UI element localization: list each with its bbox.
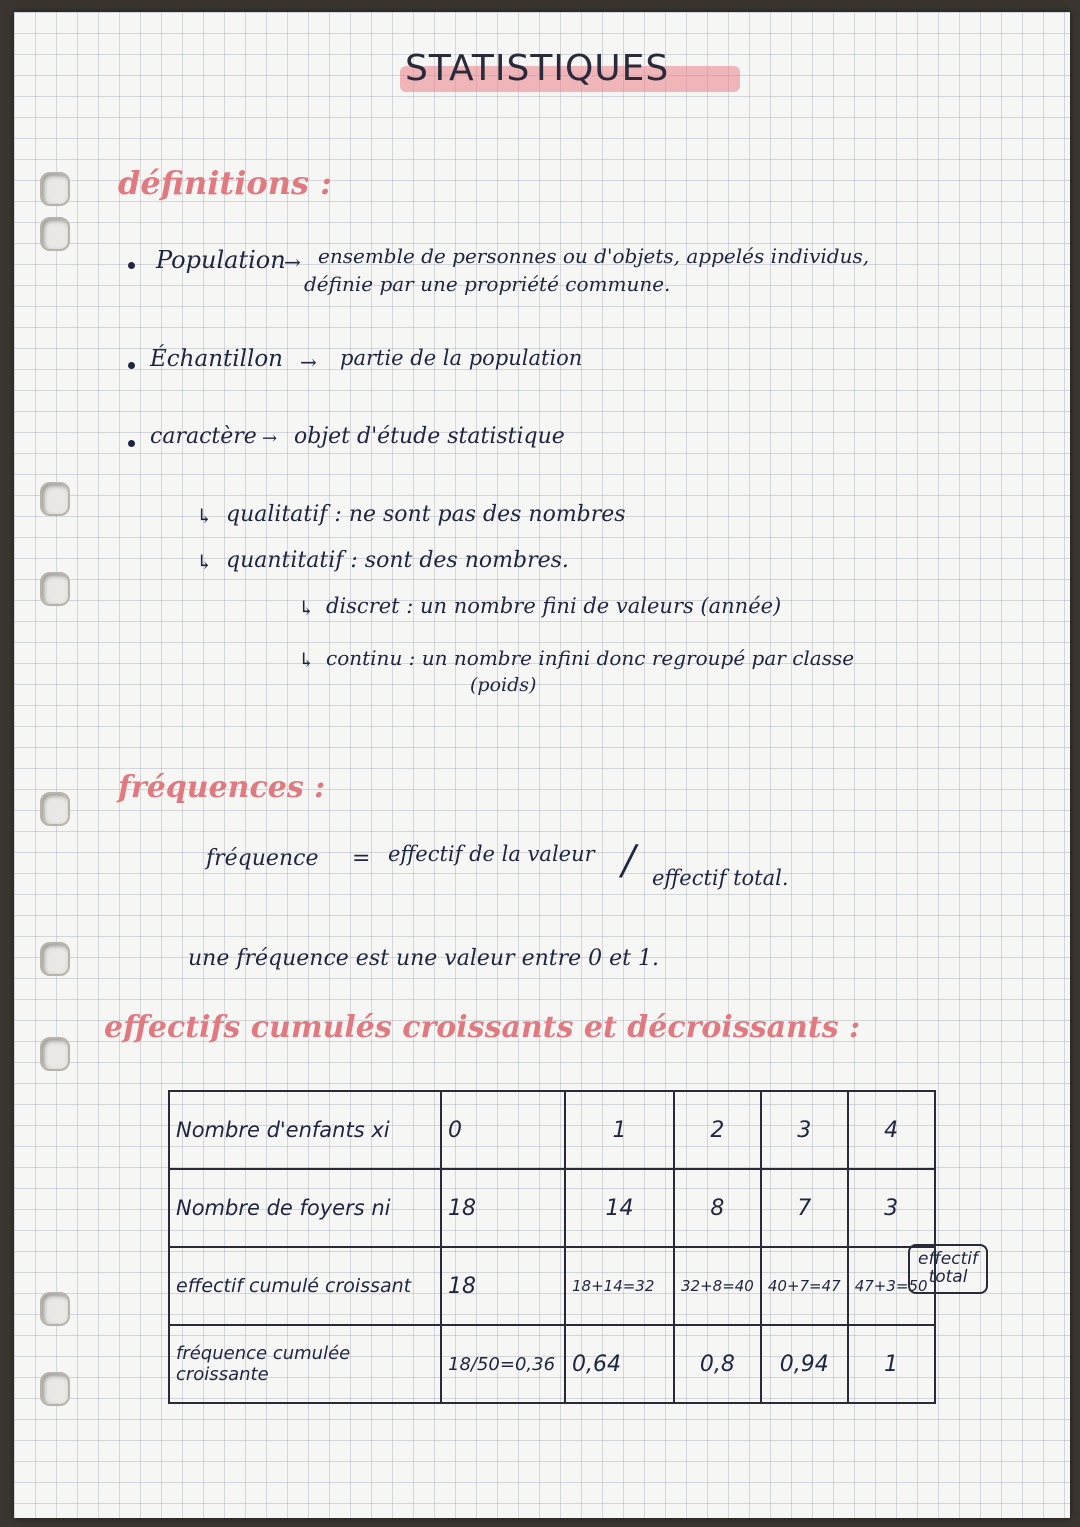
binder-hole [40,572,70,606]
effectifs-heading: effectifs cumulés croissants et décroissants : [104,1010,861,1045]
table-cell: 3 [761,1091,848,1169]
data-table [168,1090,936,1404]
row-label: Nombre de foyers ni [169,1169,441,1247]
binder-hole [40,1292,70,1326]
fraction-slash-icon: / [622,838,636,884]
page-title: STATISTIQUES [405,48,670,89]
table-cell: 8 [674,1169,761,1247]
table-cell: 1 [565,1091,674,1169]
binder-hole [40,1037,70,1071]
continu-text: continu : un nombre infini donc regroupé par classe [326,646,855,670]
table-cell: 14 [565,1169,674,1247]
table-row [169,1247,935,1325]
table-cell: 40+7=47 [761,1247,848,1325]
bullet [128,262,135,269]
table-cell: 0,64 [565,1325,674,1403]
population-text-2: définie par une propriété commune. [304,272,671,296]
binder-hole [40,792,70,826]
effectif-total-note: effectif total [908,1244,988,1294]
table-cell: 18 [441,1169,565,1247]
table-cell: 32+8=40 [674,1247,761,1325]
binder-hole [40,172,70,206]
caractere-label: caractère [150,424,257,449]
table-row [169,1169,935,1247]
quantitatif-text: quantitatif : sont des nombres. [226,548,569,573]
table-cell: 3 [848,1169,935,1247]
binder-hole [40,217,70,251]
table-row [169,1325,935,1403]
caractere-text: objet d'étude statistique [294,424,565,449]
bullet [128,362,135,369]
table-cell: 2 [674,1091,761,1169]
table-cell: 4 [848,1091,935,1169]
sub-arrow-icon: ↳ [196,504,213,528]
sub-arrow-icon: ↳ [298,648,315,672]
arrow-icon: → [262,428,278,449]
arrow-icon: → [284,250,301,274]
population-label: Population [156,246,286,274]
frequence-note: une fréquence est une valeur entre 0 et 1. [188,946,659,971]
formula-equals: = [352,846,371,871]
echantillon-label: Échantillon [150,346,283,372]
continu-example: (poids) [470,674,537,696]
formula-left: fréquence [206,846,319,871]
row-label: fréquence cumulée croissante [169,1325,441,1403]
table-cell: 18/50=0,36 [441,1325,565,1403]
binder-hole [40,1372,70,1406]
row-label: effectif cumulé croissant [169,1247,441,1325]
table-cell: 0,94 [761,1325,848,1403]
table-cell: 0,8 [674,1325,761,1403]
population-text: ensemble de personnes ou d'objets, appelés individus, [318,244,870,268]
formula-numerator: effectif de la valeur [388,842,595,866]
frequences-heading: fréquences : [118,770,326,805]
table-cell: 7 [761,1169,848,1247]
table-row [169,1091,935,1169]
table-cell: 18 [441,1247,565,1325]
table-cell: 0 [441,1091,565,1169]
table-cell: 1 [848,1325,935,1403]
row-label: Nombre d'enfants xi [169,1091,441,1169]
formula-denominator: effectif total. [652,866,789,890]
echantillon-text: partie de la population [340,346,583,370]
sub-arrow-icon: ↳ [196,550,213,574]
discret-text: discret : un nombre fini de valeurs (année) [326,594,782,618]
table-cell: 47+3=50 [848,1247,935,1325]
definitions-heading: définitions : [118,164,332,202]
binder-hole [40,482,70,516]
table-cell: 18+14=32 [565,1247,674,1325]
binder-hole [40,942,70,976]
bullet [128,440,135,447]
qualitatif-text: qualitatif : ne sont pas des nombres [226,502,626,527]
sub-arrow-icon: ↳ [298,596,315,620]
arrow-icon: → [300,350,317,374]
